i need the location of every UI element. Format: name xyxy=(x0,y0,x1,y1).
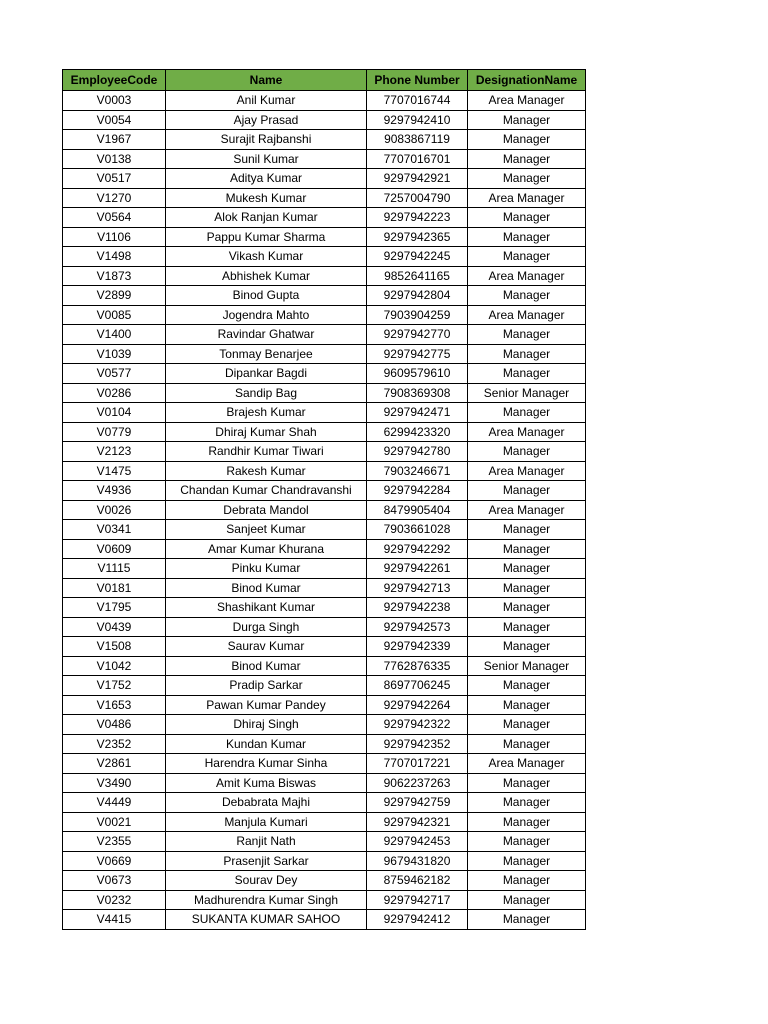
cell-employee-code: V0138 xyxy=(63,149,166,169)
cell-phone-number: 9297942284 xyxy=(367,481,468,501)
cell-designation-name: Manager xyxy=(468,812,586,832)
table-row xyxy=(63,559,586,579)
cell-name: Anil Kumar xyxy=(166,91,367,111)
cell-employee-code: V2355 xyxy=(63,832,166,852)
cell-name: Sourav Dey xyxy=(166,871,367,891)
cell-employee-code: V1115 xyxy=(63,559,166,579)
table-row xyxy=(63,481,586,501)
cell-designation-name: Area Manager xyxy=(468,188,586,208)
cell-phone-number: 9609579610 xyxy=(367,364,468,384)
table-row xyxy=(63,344,586,364)
cell-designation-name: Manager xyxy=(468,598,586,618)
table-row xyxy=(63,637,586,657)
cell-designation-name: Manager xyxy=(468,793,586,813)
cell-designation-name: Manager xyxy=(468,715,586,735)
cell-employee-code: V0577 xyxy=(63,364,166,384)
cell-employee-code: V2899 xyxy=(63,286,166,306)
table-row xyxy=(63,266,586,286)
table-row xyxy=(63,188,586,208)
cell-designation-name: Manager xyxy=(468,403,586,423)
table-row xyxy=(63,461,586,481)
cell-name: Amar Kumar Khurana xyxy=(166,539,367,559)
cell-designation-name: Manager xyxy=(468,676,586,696)
cell-phone-number: 9297942261 xyxy=(367,559,468,579)
table-row xyxy=(63,734,586,754)
cell-employee-code: V1270 xyxy=(63,188,166,208)
cell-designation-name: Manager xyxy=(468,481,586,501)
cell-phone-number: 9297942321 xyxy=(367,812,468,832)
table-row xyxy=(63,286,586,306)
cell-designation-name: Senior Manager xyxy=(468,656,586,676)
table-row xyxy=(63,305,586,325)
cell-designation-name: Manager xyxy=(468,169,586,189)
cell-designation-name: Manager xyxy=(468,539,586,559)
cell-name: Amit Kuma Biswas xyxy=(166,773,367,793)
table-row xyxy=(63,890,586,910)
cell-name: Jogendra Mahto xyxy=(166,305,367,325)
cell-designation-name: Manager xyxy=(468,344,586,364)
cell-employee-code: V0609 xyxy=(63,539,166,559)
cell-name: Prasenjit Sarkar xyxy=(166,851,367,871)
cell-designation-name: Manager xyxy=(468,734,586,754)
table-row xyxy=(63,695,586,715)
cell-name: Brajesh Kumar xyxy=(166,403,367,423)
cell-phone-number: 9297942713 xyxy=(367,578,468,598)
table-row xyxy=(63,520,586,540)
cell-employee-code: V1042 xyxy=(63,656,166,676)
table-row xyxy=(63,832,586,852)
cell-employee-code: V0673 xyxy=(63,871,166,891)
cell-phone-number: 7903904259 xyxy=(367,305,468,325)
cell-phone-number: 9297942804 xyxy=(367,286,468,306)
cell-employee-code: V0517 xyxy=(63,169,166,189)
table-row xyxy=(63,442,586,462)
cell-name: Sunil Kumar xyxy=(166,149,367,169)
cell-phone-number: 9297942775 xyxy=(367,344,468,364)
table-row xyxy=(63,676,586,696)
table-row xyxy=(63,403,586,423)
table-row xyxy=(63,871,586,891)
table-row xyxy=(63,247,586,267)
cell-designation-name: Manager xyxy=(468,910,586,930)
table-body xyxy=(63,91,586,930)
cell-phone-number: 7762876335 xyxy=(367,656,468,676)
cell-name: Ranjit Nath xyxy=(166,832,367,852)
cell-designation-name: Manager xyxy=(468,637,586,657)
cell-name: Debabrata Majhi xyxy=(166,793,367,813)
cell-employee-code: V1967 xyxy=(63,130,166,150)
cell-employee-code: V1752 xyxy=(63,676,166,696)
cell-employee-code: V0085 xyxy=(63,305,166,325)
cell-employee-code: V0026 xyxy=(63,500,166,520)
cell-name: Manjula Kumari xyxy=(166,812,367,832)
cell-designation-name: Manager xyxy=(468,871,586,891)
cell-phone-number: 6299423320 xyxy=(367,422,468,442)
cell-phone-number: 9297942717 xyxy=(367,890,468,910)
cell-designation-name: Manager xyxy=(468,130,586,150)
cell-phone-number: 9297942365 xyxy=(367,227,468,247)
cell-name: Tonmay Benarjee xyxy=(166,344,367,364)
cell-name: Harendra Kumar Sinha xyxy=(166,754,367,774)
cell-phone-number: 9297942264 xyxy=(367,695,468,715)
cell-employee-code: V2352 xyxy=(63,734,166,754)
cell-designation-name: Manager xyxy=(468,325,586,345)
table-row xyxy=(63,364,586,384)
cell-name: Binod Kumar xyxy=(166,656,367,676)
table-row xyxy=(63,208,586,228)
cell-designation-name: Senior Manager xyxy=(468,383,586,403)
cell-name: Rakesh Kumar xyxy=(166,461,367,481)
cell-designation-name: Manager xyxy=(468,773,586,793)
employee-table xyxy=(62,69,586,930)
cell-designation-name: Area Manager xyxy=(468,500,586,520)
table-row xyxy=(63,715,586,735)
cell-designation-name: Manager xyxy=(468,559,586,579)
cell-name: Ravindar Ghatwar xyxy=(166,325,367,345)
cell-name: Madhurendra Kumar Singh xyxy=(166,890,367,910)
table-row xyxy=(63,812,586,832)
cell-name: Durga Singh xyxy=(166,617,367,637)
cell-employee-code: V1498 xyxy=(63,247,166,267)
cell-phone-number: 9297942453 xyxy=(367,832,468,852)
cell-phone-number: 7707016744 xyxy=(367,91,468,111)
table-row xyxy=(63,754,586,774)
table-row xyxy=(63,598,586,618)
table-row xyxy=(63,851,586,871)
table-row xyxy=(63,578,586,598)
cell-name: Sandip Bag xyxy=(166,383,367,403)
cell-employee-code: V0232 xyxy=(63,890,166,910)
cell-employee-code: V3490 xyxy=(63,773,166,793)
header-phone-number: Phone Number xyxy=(367,70,468,91)
header-row xyxy=(63,70,586,91)
cell-employee-code: V0104 xyxy=(63,403,166,423)
cell-phone-number: 9297942322 xyxy=(367,715,468,735)
cell-name: Ajay Prasad xyxy=(166,110,367,130)
cell-phone-number: 9297942780 xyxy=(367,442,468,462)
cell-phone-number: 9297942412 xyxy=(367,910,468,930)
cell-name: Mukesh Kumar xyxy=(166,188,367,208)
cell-name: Dipankar Bagdi xyxy=(166,364,367,384)
cell-designation-name: Manager xyxy=(468,364,586,384)
cell-employee-code: V0779 xyxy=(63,422,166,442)
cell-designation-name: Manager xyxy=(468,832,586,852)
cell-name: Dhiraj Singh xyxy=(166,715,367,735)
cell-employee-code: V0669 xyxy=(63,851,166,871)
cell-name: Alok Ranjan Kumar xyxy=(166,208,367,228)
cell-phone-number: 9297942245 xyxy=(367,247,468,267)
header-name: Name xyxy=(166,70,367,91)
cell-employee-code: V0286 xyxy=(63,383,166,403)
cell-name: Binod Gupta xyxy=(166,286,367,306)
cell-phone-number: 9297942573 xyxy=(367,617,468,637)
cell-phone-number: 9297942471 xyxy=(367,403,468,423)
cell-designation-name: Area Manager xyxy=(468,422,586,442)
cell-employee-code: V2861 xyxy=(63,754,166,774)
cell-name: Aditya Kumar xyxy=(166,169,367,189)
cell-employee-code: V0564 xyxy=(63,208,166,228)
table-row xyxy=(63,91,586,111)
cell-designation-name: Area Manager xyxy=(468,461,586,481)
cell-phone-number: 9297942223 xyxy=(367,208,468,228)
cell-name: SUKANTA KUMAR SAHOO xyxy=(166,910,367,930)
cell-employee-code: V1873 xyxy=(63,266,166,286)
cell-designation-name: Manager xyxy=(468,442,586,462)
table-row xyxy=(63,169,586,189)
cell-phone-number: 7903661028 xyxy=(367,520,468,540)
cell-phone-number: 9062237263 xyxy=(367,773,468,793)
table-row xyxy=(63,617,586,637)
table-row xyxy=(63,130,586,150)
table-header xyxy=(63,70,586,91)
cell-employee-code: V1039 xyxy=(63,344,166,364)
cell-phone-number: 9297942352 xyxy=(367,734,468,754)
cell-employee-code: V4415 xyxy=(63,910,166,930)
cell-employee-code: V1508 xyxy=(63,637,166,657)
cell-designation-name: Manager xyxy=(468,578,586,598)
cell-name: Vikash Kumar xyxy=(166,247,367,267)
cell-name: Kundan Kumar xyxy=(166,734,367,754)
table-row xyxy=(63,539,586,559)
cell-name: Saurav Kumar xyxy=(166,637,367,657)
cell-designation-name: Manager xyxy=(468,695,586,715)
cell-designation-name: Manager xyxy=(468,520,586,540)
table-row xyxy=(63,910,586,930)
cell-phone-number: 9297942921 xyxy=(367,169,468,189)
cell-name: Pradip Sarkar xyxy=(166,676,367,696)
cell-name: Shashikant Kumar xyxy=(166,598,367,618)
cell-name: Dhiraj Kumar Shah xyxy=(166,422,367,442)
cell-phone-number: 7908369308 xyxy=(367,383,468,403)
table-row xyxy=(63,773,586,793)
cell-employee-code: V4449 xyxy=(63,793,166,813)
table-row xyxy=(63,793,586,813)
cell-phone-number: 9297942339 xyxy=(367,637,468,657)
cell-designation-name: Area Manager xyxy=(468,91,586,111)
cell-designation-name: Manager xyxy=(468,617,586,637)
table-row xyxy=(63,383,586,403)
header-employee-code: EmployeeCode xyxy=(63,70,166,91)
cell-designation-name: Manager xyxy=(468,227,586,247)
cell-designation-name: Manager xyxy=(468,149,586,169)
cell-designation-name: Manager xyxy=(468,110,586,130)
cell-employee-code: V2123 xyxy=(63,442,166,462)
cell-phone-number: 7903246671 xyxy=(367,461,468,481)
cell-phone-number: 7707017221 xyxy=(367,754,468,774)
cell-phone-number: 7257004790 xyxy=(367,188,468,208)
cell-name: Chandan Kumar Chandravanshi xyxy=(166,481,367,501)
cell-name: Pinku Kumar xyxy=(166,559,367,579)
cell-employee-code: V1400 xyxy=(63,325,166,345)
cell-name: Sanjeet Kumar xyxy=(166,520,367,540)
cell-designation-name: Manager xyxy=(468,286,586,306)
cell-designation-name: Area Manager xyxy=(468,305,586,325)
cell-designation-name: Manager xyxy=(468,247,586,267)
cell-employee-code: V0054 xyxy=(63,110,166,130)
cell-name: Abhishek Kumar xyxy=(166,266,367,286)
cell-employee-code: V0003 xyxy=(63,91,166,111)
cell-employee-code: V1795 xyxy=(63,598,166,618)
cell-name: Surajit Rajbanshi xyxy=(166,130,367,150)
cell-employee-code: V1106 xyxy=(63,227,166,247)
cell-employee-code: V1653 xyxy=(63,695,166,715)
table-row xyxy=(63,110,586,130)
cell-name: Pawan Kumar Pandey xyxy=(166,695,367,715)
cell-employee-code: V4936 xyxy=(63,481,166,501)
cell-phone-number: 9083867119 xyxy=(367,130,468,150)
cell-phone-number: 8479905404 xyxy=(367,500,468,520)
cell-phone-number: 9297942410 xyxy=(367,110,468,130)
cell-name: Binod Kumar xyxy=(166,578,367,598)
cell-employee-code: V1475 xyxy=(63,461,166,481)
cell-employee-code: V0181 xyxy=(63,578,166,598)
cell-designation-name: Manager xyxy=(468,890,586,910)
table-row xyxy=(63,325,586,345)
table-row xyxy=(63,227,586,247)
cell-name: Pappu Kumar Sharma xyxy=(166,227,367,247)
cell-employee-code: V0439 xyxy=(63,617,166,637)
cell-phone-number: 9852641165 xyxy=(367,266,468,286)
table-row xyxy=(63,500,586,520)
cell-phone-number: 9297942238 xyxy=(367,598,468,618)
cell-phone-number: 8759462182 xyxy=(367,871,468,891)
cell-designation-name: Manager xyxy=(468,208,586,228)
cell-phone-number: 9679431820 xyxy=(367,851,468,871)
cell-designation-name: Area Manager xyxy=(468,754,586,774)
cell-phone-number: 9297942770 xyxy=(367,325,468,345)
table-row xyxy=(63,422,586,442)
cell-phone-number: 9297942759 xyxy=(367,793,468,813)
cell-name: Randhir Kumar Tiwari xyxy=(166,442,367,462)
cell-employee-code: V0486 xyxy=(63,715,166,735)
cell-designation-name: Area Manager xyxy=(468,266,586,286)
table-row xyxy=(63,149,586,169)
cell-phone-number: 9297942292 xyxy=(367,539,468,559)
cell-phone-number: 7707016701 xyxy=(367,149,468,169)
cell-employee-code: V0341 xyxy=(63,520,166,540)
cell-employee-code: V0021 xyxy=(63,812,166,832)
cell-name: Debrata Mandol xyxy=(166,500,367,520)
header-designation-name: DesignationName xyxy=(468,70,586,91)
cell-designation-name: Manager xyxy=(468,851,586,871)
cell-phone-number: 8697706245 xyxy=(367,676,468,696)
table-row xyxy=(63,656,586,676)
